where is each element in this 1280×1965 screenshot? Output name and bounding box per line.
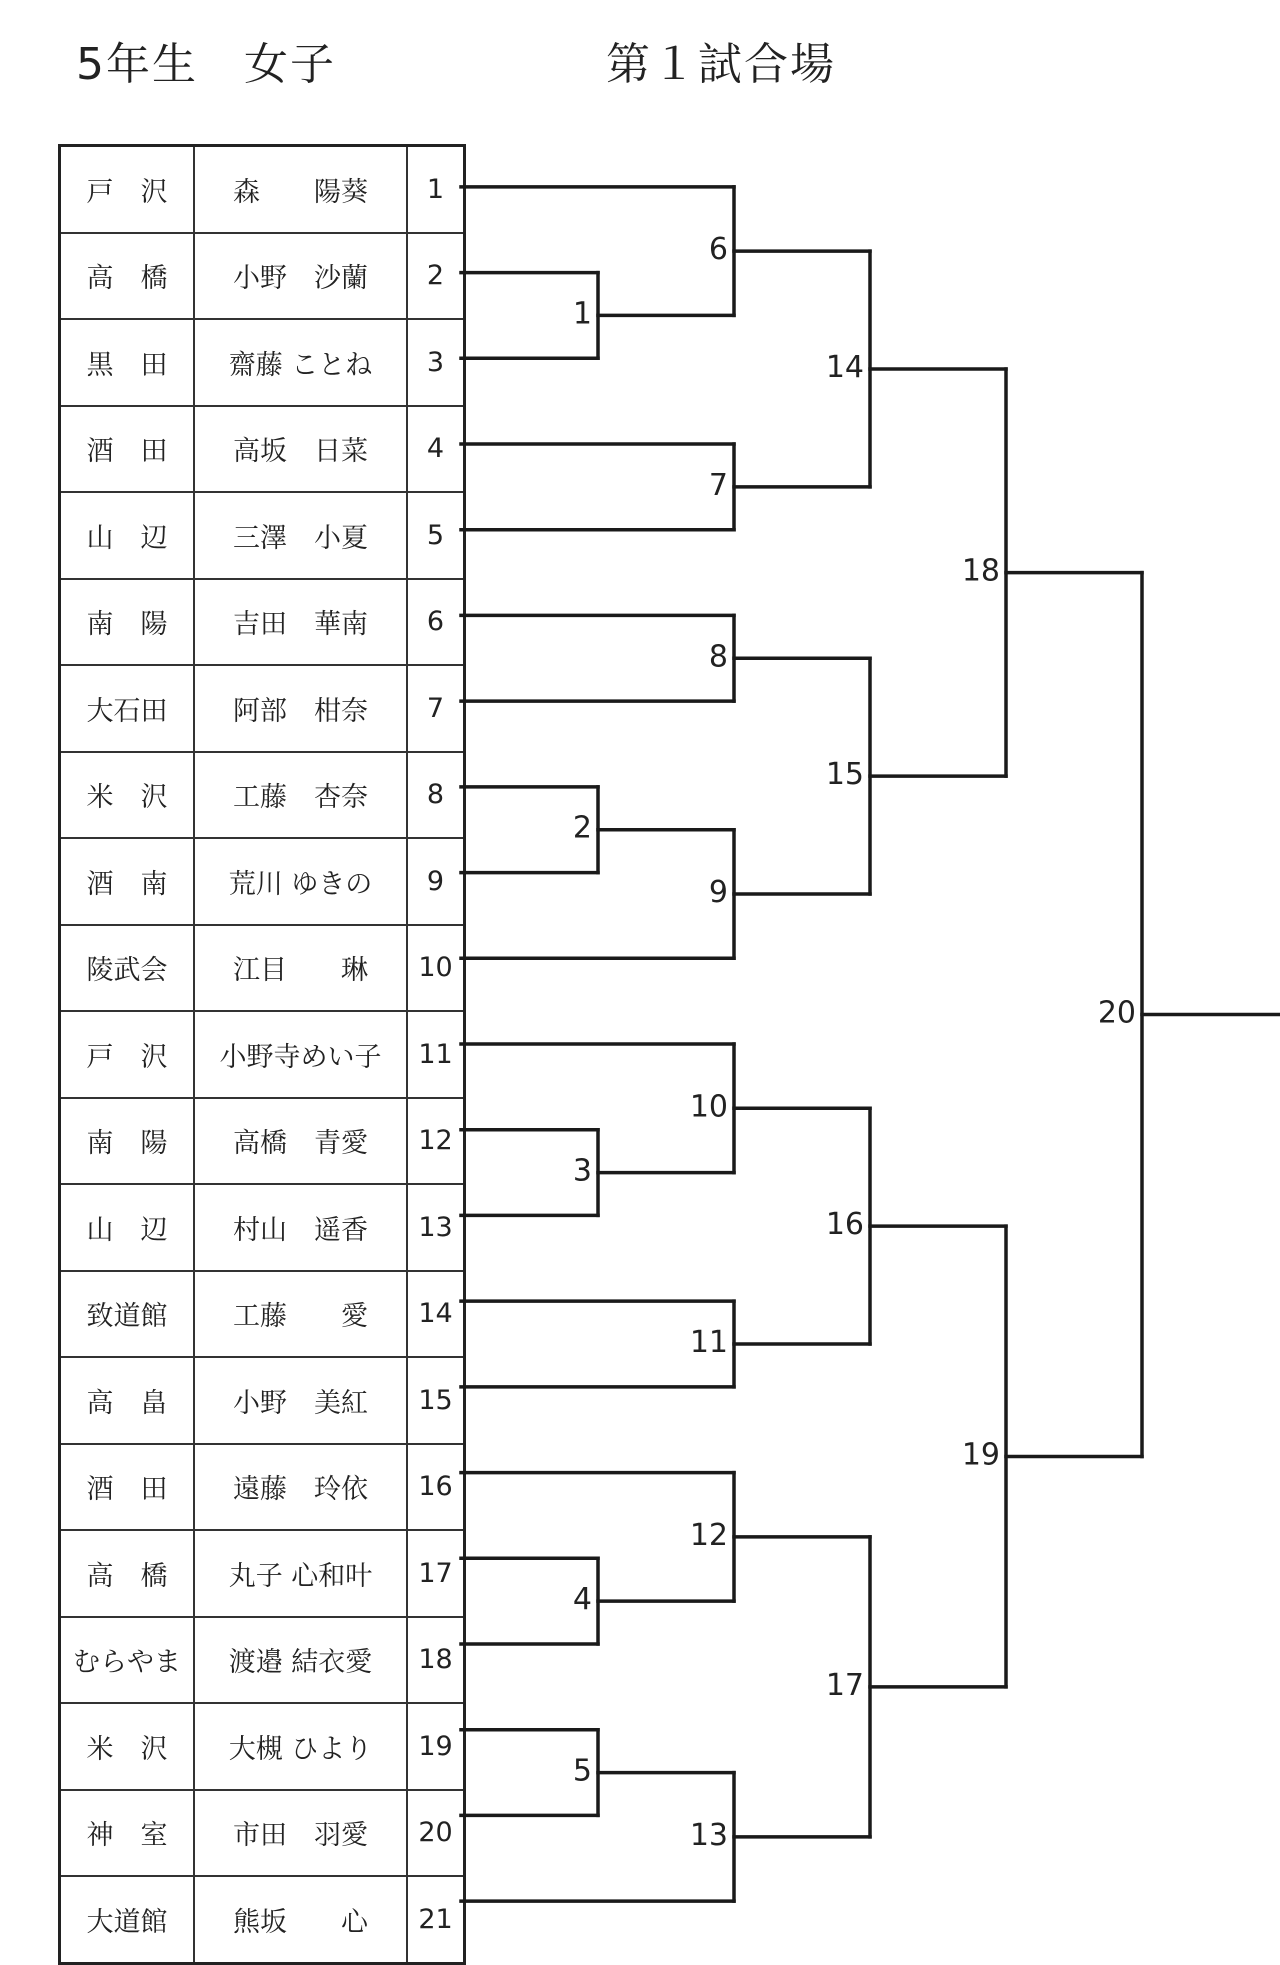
entry-number: 19 xyxy=(407,1703,465,1790)
entry-name: 小野 美紅 xyxy=(194,1357,407,1444)
entry-school: 黒 田 xyxy=(60,319,195,406)
court-title: 第１試合場 xyxy=(606,39,836,90)
entry-name: 三澤 小夏 xyxy=(194,492,407,579)
entry-name: 小野寺めい子 xyxy=(194,1011,407,1098)
entry-name: 阿部 柑奈 xyxy=(194,665,407,752)
entry-number: 7 xyxy=(407,665,465,752)
entry-number: 11 xyxy=(407,1011,465,1098)
entry-number: 10 xyxy=(407,925,465,1012)
match-number: 4 xyxy=(572,1582,592,1618)
entry-school: 酒 南 xyxy=(60,838,195,925)
entry-school: 南 陽 xyxy=(60,1098,195,1185)
entry-name: 高橋 青愛 xyxy=(194,1098,407,1185)
entry-school: 陵武会 xyxy=(60,925,195,1012)
entry-school: 米 沢 xyxy=(60,752,195,839)
entry-number: 5 xyxy=(407,492,465,579)
entry-school: 高 橋 xyxy=(60,1530,195,1617)
entry-school: 戸 沢 xyxy=(60,146,195,233)
entry-number: 1 xyxy=(407,146,465,233)
entry-number: 8 xyxy=(407,752,465,839)
entry-name: 高坂 日菜 xyxy=(194,406,407,493)
entry-name: 吉田 華南 xyxy=(194,579,407,666)
entry-school: 大道館 xyxy=(60,1876,195,1963)
match-number: 3 xyxy=(572,1153,592,1189)
entry-school: 酒 田 xyxy=(60,1444,195,1531)
entry-number: 4 xyxy=(407,406,465,493)
match-number: 8 xyxy=(708,639,728,675)
entry-name: 遠藤 玲依 xyxy=(194,1444,407,1531)
match-number: 18 xyxy=(961,553,1000,589)
match-number: 15 xyxy=(825,757,864,793)
entry-name: 小野 沙蘭 xyxy=(194,233,407,320)
match-number: 14 xyxy=(825,350,864,385)
entry-number: 15 xyxy=(407,1357,465,1444)
entry-school: 神 室 xyxy=(60,1790,195,1877)
match-number: 7 xyxy=(708,467,728,503)
match-number: 5 xyxy=(572,1753,592,1789)
entry-number: 3 xyxy=(407,319,465,406)
entry-name: 工藤 杏奈 xyxy=(194,752,407,839)
entry-number: 13 xyxy=(407,1184,465,1271)
match-number: 2 xyxy=(572,810,592,846)
entry-school: 米 沢 xyxy=(60,1703,195,1790)
entry-number: 14 xyxy=(407,1271,465,1358)
entry-name: 森 陽葵 xyxy=(194,146,407,233)
entry-number: 20 xyxy=(407,1790,465,1877)
match-number: 16 xyxy=(825,1207,864,1243)
match-number: 11 xyxy=(689,1325,728,1360)
match-number: 10 xyxy=(689,1089,728,1125)
match-number: 6 xyxy=(708,232,728,268)
entry-name: 齋藤 ことね xyxy=(194,319,407,406)
match-number: 13 xyxy=(689,1817,728,1853)
entry-number: 18 xyxy=(407,1617,465,1704)
entry-name: 熊坂 心 xyxy=(194,1876,407,1963)
match-number: 12 xyxy=(689,1517,728,1553)
entry-school: 山 辺 xyxy=(60,1184,195,1271)
match-number: 9 xyxy=(708,875,728,910)
division-title: 5年生 女子 xyxy=(76,39,336,90)
entry-number: 16 xyxy=(407,1444,465,1531)
entry-school: 高 畠 xyxy=(60,1357,195,1444)
entry-name: 工藤 愛 xyxy=(194,1271,407,1358)
entry-school: 致道館 xyxy=(60,1271,195,1358)
entry-school: 南 陽 xyxy=(60,579,195,666)
entry-number: 21 xyxy=(407,1876,465,1963)
entry-number: 2 xyxy=(407,233,465,320)
entry-school: むらやま xyxy=(60,1617,195,1704)
entry-name: 荒川 ゆきの xyxy=(194,838,407,925)
entry-name: 江目 琳 xyxy=(194,925,407,1012)
entry-name: 市田 羽愛 xyxy=(194,1790,407,1877)
match-number: 20 xyxy=(1097,995,1136,1031)
entry-school: 酒 田 xyxy=(60,406,195,493)
match-number: 1 xyxy=(572,296,592,332)
entry-number: 17 xyxy=(407,1530,465,1617)
entry-school: 高 橋 xyxy=(60,233,195,320)
entry-name: 大槻 ひより xyxy=(194,1703,407,1790)
entry-school: 戸 沢 xyxy=(60,1011,195,1098)
entry-number: 6 xyxy=(407,579,465,666)
entry-name: 渡邉 結衣愛 xyxy=(194,1617,407,1704)
entry-school: 大石田 xyxy=(60,665,195,752)
entry-name: 丸子 心和叶 xyxy=(194,1530,407,1617)
match-number: 19 xyxy=(961,1437,1000,1473)
entry-name: 村山 遥香 xyxy=(194,1184,407,1271)
entry-school: 山 辺 xyxy=(60,492,195,579)
entry-number: 12 xyxy=(407,1098,465,1185)
match-number: 17 xyxy=(825,1667,864,1703)
entry-number: 9 xyxy=(407,838,465,925)
